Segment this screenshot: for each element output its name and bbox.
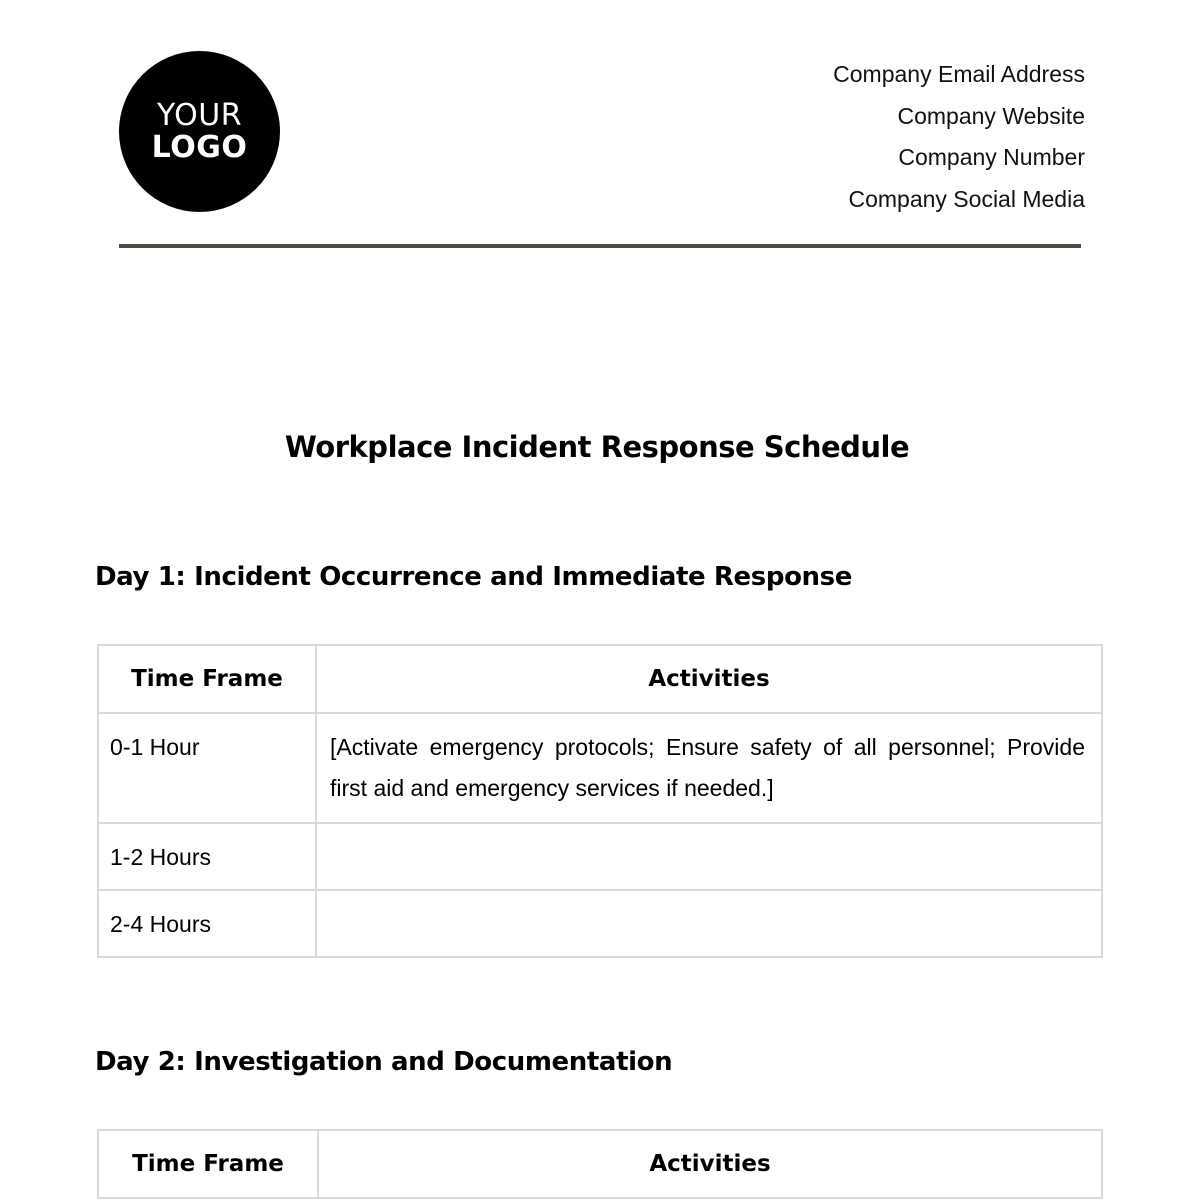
column-header-time-frame: Time Frame <box>98 1130 318 1198</box>
day-1-schedule-table <box>97 644 1103 958</box>
table-row <box>98 823 1102 890</box>
table-row <box>98 890 1102 957</box>
column-header-activities: Activities <box>318 1130 1102 1198</box>
column-header-activities: Activities <box>316 645 1102 713</box>
table-header-row <box>98 645 1102 713</box>
company-social-media: Company Social Media <box>848 186 1085 213</box>
day-2-schedule-table <box>97 1129 1103 1199</box>
logo-line-1: YOUR <box>156 97 243 133</box>
company-email: Company Email Address <box>833 61 1085 87</box>
section-heading-day-1: Day 1: Incident Occurrence and Immediate Response <box>95 562 852 592</box>
logo-line-2: LOGO <box>151 129 248 165</box>
activities-cell[interactable] <box>316 890 1102 957</box>
table-row <box>98 713 1102 823</box>
header-divider <box>119 244 1081 248</box>
section-heading-day-2: Day 2: Investigation and Documentation <box>95 1047 673 1077</box>
company-number: Company Number <box>898 144 1085 171</box>
activities-cell[interactable]: [Activate emergency protocols; Ensure safety of all personnel; Provide first aid and emergency services if needed.] <box>316 713 1102 823</box>
activities-cell[interactable] <box>316 823 1102 890</box>
time-frame-cell: 2-4 Hours <box>98 890 316 957</box>
column-header-time-frame: Time Frame <box>98 645 316 713</box>
time-frame-cell: 0-1 Hour <box>98 713 316 823</box>
company-logo <box>119 51 280 212</box>
document-title: Workplace Incident Response Schedule <box>284 430 910 464</box>
company-website: Company Website <box>897 102 1085 129</box>
contact-block <box>833 54 1085 221</box>
table-header-row <box>98 1130 1102 1198</box>
time-frame-cell: 1-2 Hours <box>98 823 316 890</box>
